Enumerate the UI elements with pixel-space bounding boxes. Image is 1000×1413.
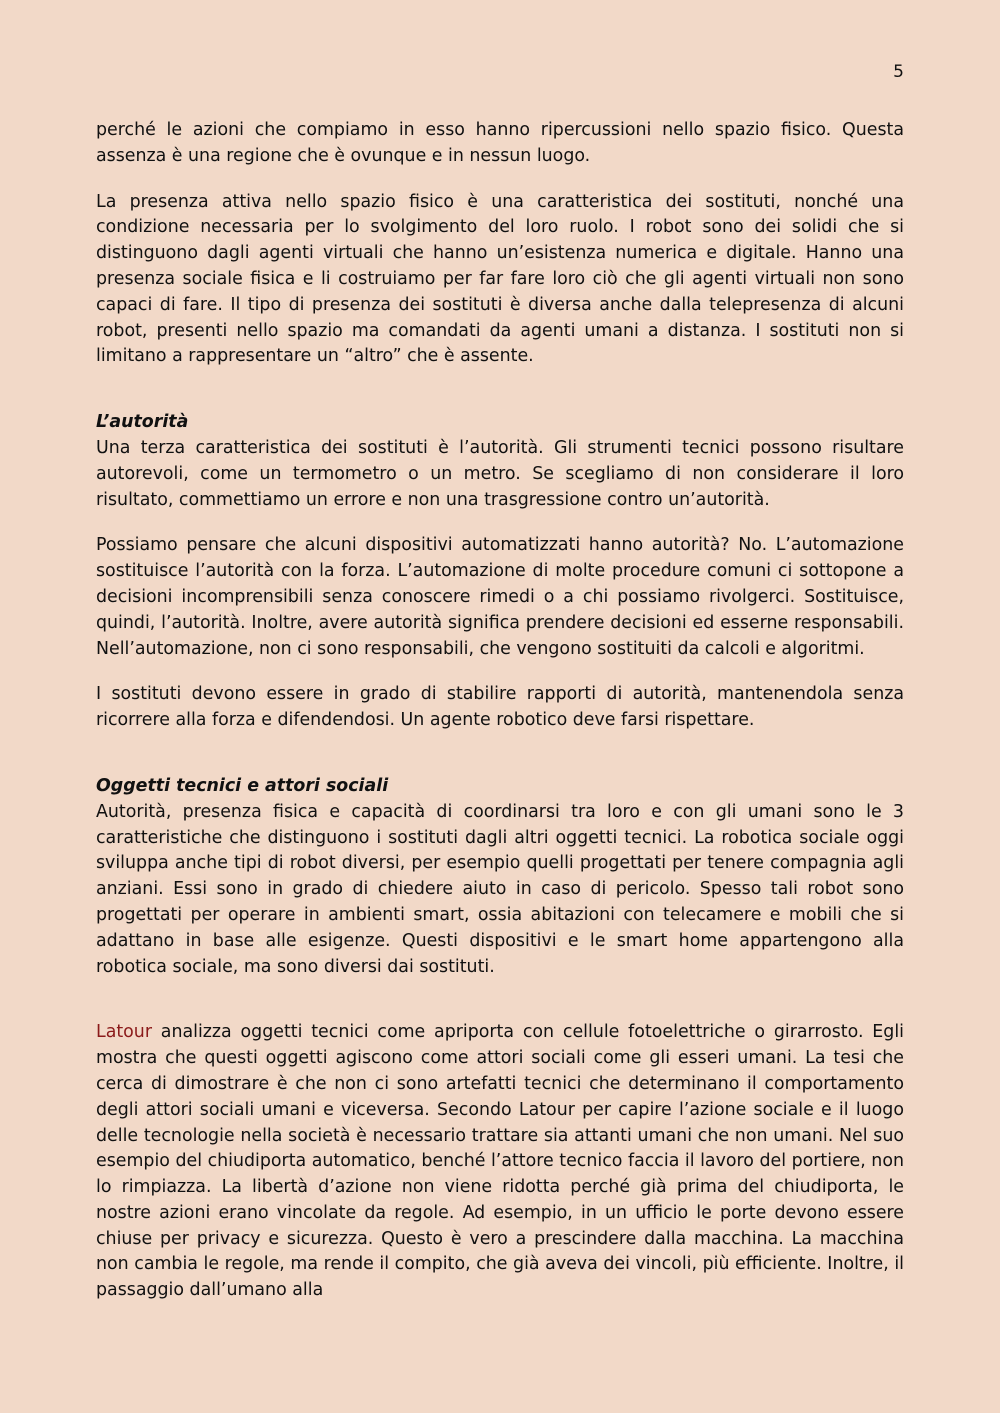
paragraph-1: perché le azioni che compiamo in esso hanno ripercussioni nello spazio fisico. Questa assenza è una regione che è ovunque e in nessun luogo. xyxy=(96,120,904,166)
paragraph-7 xyxy=(96,1020,904,1304)
page-number: 5 xyxy=(893,62,904,82)
paragraph-3: Una terza caratteristica dei sostituti è l’autorità. Gli strumenti tecnici possono risultare autorevoli, come un termometro o un metro. Se scegliamo di non considerare il loro risultato, commettiamo un errore e non una trasgressione contro un’autorità. xyxy=(96,437,904,510)
paragraph-6: Autorità, presenza fisica e capacità di coordinarsi tra loro e con gli umani sono le 3 caratteristiche che distinguono i sostituti dagli altri oggetti tecnici. La robotica sociale oggi sviluppa anche tipi di robot diversi, per esempio quelli progettati per tenere compagnia agli anziani. Essi sono in grado di chiedere aiuto in caso di pericolo. Spesso tali robot sono progettati per operare in ambienti smart, ossia abitazioni con telecamere e mobili che si adattano in base alle esigenze. Questi dispositivi e le smart home appartengono alla robotica sociale, ma sono diversi dai sostituti. xyxy=(96,801,904,977)
paragraph-4: Possiamo pensare che alcuni dispositivi automatizzati hanno autorità? No. L’automazione sostituisce l’autorità con la forza. L’automazione di molte procedure comuni ci sottopone a decisioni incomprensibili senza conoscere rimedi o a chi possiamo rivolgerci. Sostituisce, quindi, l’autorità. Inoltre, avere autorità significa prendere decisioni ed esserne responsabili. Nell’automazione, non ci sono responsabili, che vengono sostituiti da calcoli e algoritmi. xyxy=(96,535,904,659)
paragraph-5: I sostituti devono essere in grado di stabilire rapporti di autorità, mantenendola senza ricorrere alla forza e difendendosi. Un agente robotico deve farsi rispettare. xyxy=(96,684,904,731)
section-heading-autorita: L’autorità xyxy=(96,412,189,433)
section-gap xyxy=(96,390,904,410)
paragraph-2: La presenza attiva nello spazio fisico è una caratteristica dei sostituti, nonché una condizione necessaria per lo svolgimento del loro ruolo. I robot sono dei solidi che si distinguono dagli agenti virtuali che hanno un’esistenza numerica e digitale. Hanno una presenza sociale fisica e li costruiamo per far fare loro ciò che gli agenti virtuali non sono capaci di fare. Il tipo di presenza dei sostituti è diversa anche dalla telepresenza di alcuni robot, presenti nello spazio ma comandati da agenti umani a distanza. I sostituti non si limitano a rappresentare un “altro” che è assente. xyxy=(96,191,904,367)
section-gap xyxy=(96,754,904,774)
section-heading-oggetti: Oggetti tecnici e attori sociali xyxy=(96,775,389,796)
paragraph-7-text: analizza oggetti tecnici come apriporta con cellule fotoelettriche o girarrosto. Egli mostra che questi oggetti agiscono come attori sociali come gli esseri umani. La tesi che cerca di dimostrare è che non ci sono artefatti tecnici che determinano il comportamento degli attori sociali umani e viceversa. Secondo Latour per capire l’azione sociale e il luogo delle tecnologie nella società è necessario trattare sia attanti umani che non umani. Nel suo esempio del chiudiporta automatico, benché l’attore tecnico faccia il lavoro del portiere, non lo rimpiazza. La libertà d’azione non viene ridotta perché già prima del chiudiporta, le nostre azioni erano vincolate da regole. Ad esempio, in un ufficio le porte devono essere chiuse per privacy e sicurezza. Questo è vero a prescindere dalla macchina. La macchina non cambia le regole, ma rende il compito, che già aveva dei vincoli, più efficiente. Inoltre, il passaggio dall’umano alla xyxy=(96,1022,904,1301)
latour-link[interactable]: Latour xyxy=(96,1022,152,1043)
page-body xyxy=(96,118,904,1304)
section-gap xyxy=(96,1000,904,1020)
